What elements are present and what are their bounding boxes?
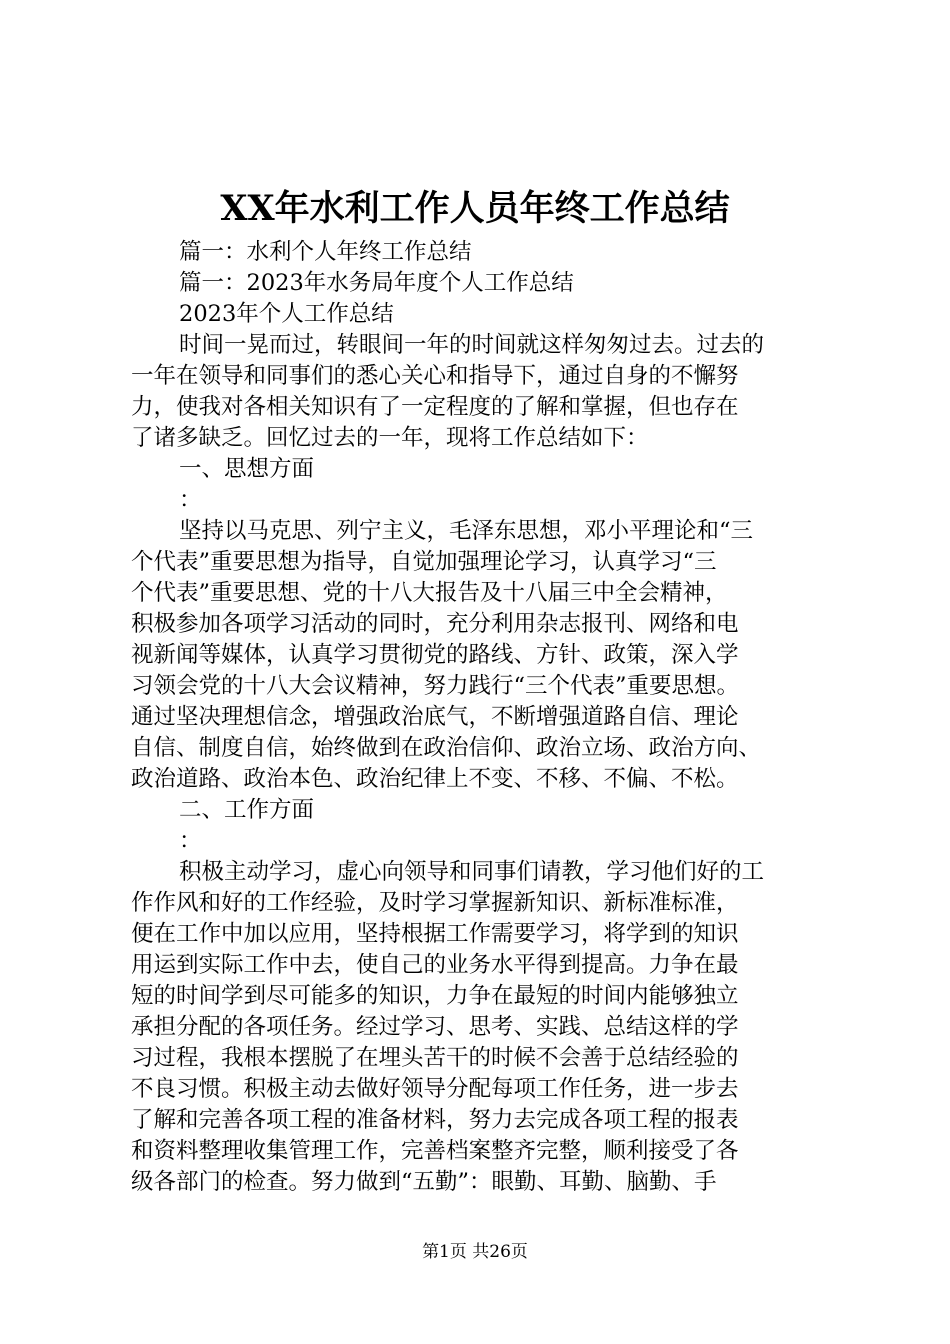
text-line: 坚持以马克思、列宁主义，毛泽东思想，邓小平理论和“三 xyxy=(179,518,754,544)
text-line: 时间一晃而过，转眼间一年的时间就这样匆匆过去。过去的 xyxy=(179,332,765,358)
text-line: 用运到实际工作中去，使自己的业务水平得到提高。力争在最 xyxy=(131,952,739,978)
text-line: 积极主动学习，虚心向领导和同事们请教，学习他们好的工 xyxy=(179,859,765,885)
page-footer: 第1页 共26页 xyxy=(422,1242,528,1262)
text-line: 力，使我对各相关知识有了一定程度的了解和掌握，但也存在 xyxy=(131,394,739,420)
text-line: 自信、制度自信，始终做到在政治信仰、政治立场、政治方向、 xyxy=(131,735,762,761)
text-line: 便在工作中加以应用，坚持根据工作需要学习，将学到的知识 xyxy=(131,921,739,947)
text-line: 短的时间学到尽可能多的知识，力争在最短的时间内能够独立 xyxy=(131,983,739,1009)
text-line: 篇一：水利个人年终工作总结 xyxy=(179,239,472,265)
text-line: 篇一：2023年水务局年度个人工作总结 xyxy=(179,270,574,296)
text-line: 个代表”重要思想、党的十八大报告及十八届三中全会精神， xyxy=(131,580,728,606)
text-line: 作作风和好的工作经验，及时学习掌握新知识、新标准标准， xyxy=(131,890,739,916)
text-line: 一年在领导和同事们的悉心关心和指导下，通过自身的不懈努 xyxy=(131,363,739,389)
text-line: 习领会党的十八大会议精神，努力践行“三个代表”重要思想。 xyxy=(131,673,740,699)
document-body xyxy=(131,237,851,1198)
text-line: 积极参加各项学习活动的同时，充分利用杂志报刊、网络和电 xyxy=(131,611,739,637)
text-line: 了诸多缺乏。回忆过去的一年，现将工作总结如下： xyxy=(131,425,649,451)
text-line: 视新闻等媒体，认真学习贯彻党的路线、方针、政策，深入学 xyxy=(131,642,739,668)
document-title: XX年水利工作人员年终工作总结 xyxy=(220,188,730,229)
text-line: 不良习惯。积极主动去做好领导分配每项工作任务，进一步去 xyxy=(131,1076,739,1102)
text-line: 个代表”重要思想为指导，自觉加强理论学习，认真学习“三 xyxy=(131,549,717,575)
text-line: 了解和完善各项工程的准备材料，努力去完成各项工程的报表 xyxy=(131,1107,739,1133)
text-line: 承担分配的各项任务。经过学习、思考、实践、总结这样的学 xyxy=(131,1014,739,1040)
text-line: 通过坚决理想信念，增强政治底气，不断增强道路自信、理论 xyxy=(131,704,739,730)
text-line: 政治道路、政治本色、政治纪律上不变、不移、不偏、不松。 xyxy=(131,766,739,792)
text-line: ： xyxy=(179,487,202,513)
text-line: 二、工作方面 xyxy=(179,797,315,823)
text-line: 习过程，我根本摆脱了在埋头苦干的时候不会善于总结经验的 xyxy=(131,1045,739,1071)
text-line: 一、思想方面 xyxy=(179,456,315,482)
text-line: 级各部门的检查。努力做到“五勤”：眼勤、耳勤、脑勤、手 xyxy=(131,1169,717,1195)
text-line: ： xyxy=(179,828,202,854)
text-line: 和资料整理收集管理工作，完善档案整齐完整，顺利接受了各 xyxy=(131,1138,739,1164)
text-line: 2023年个人工作总结 xyxy=(179,301,394,327)
